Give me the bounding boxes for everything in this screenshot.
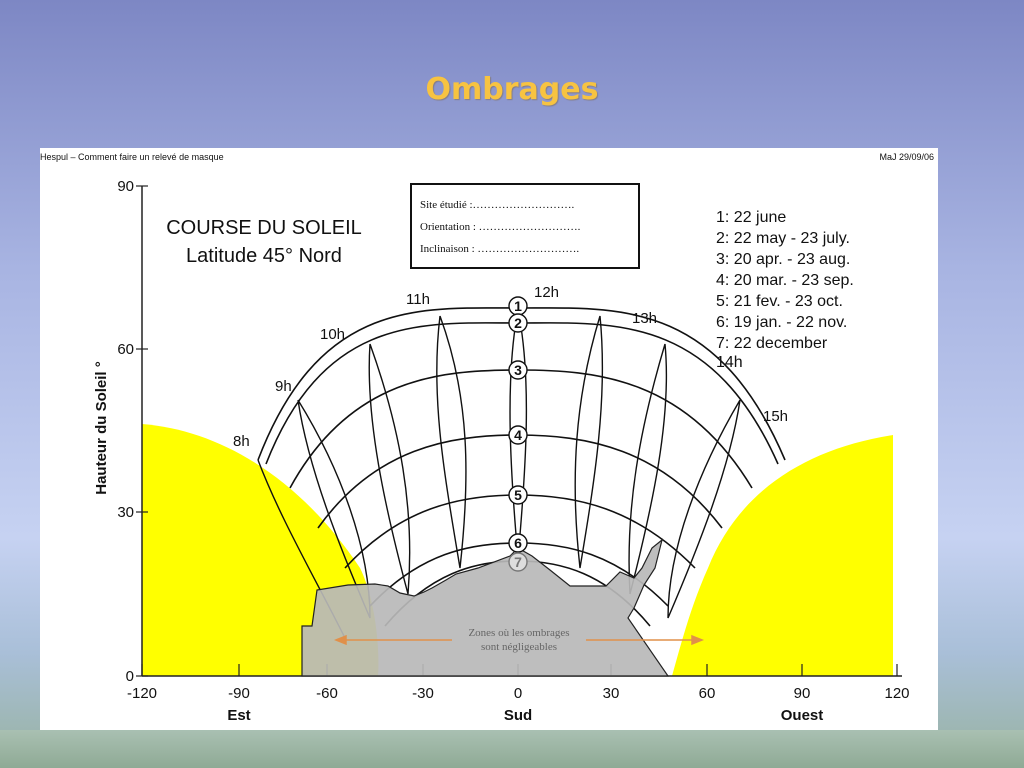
hour-label-11h: 11h (406, 291, 430, 308)
curve-number-2: 2 (514, 315, 522, 331)
y-axis-label: Hauteur du Soleil ° (93, 361, 110, 495)
x-label-west: Ouest (780, 707, 824, 724)
hour-label-12h: 12h (534, 284, 560, 301)
curve-number-5: 5 (514, 487, 522, 503)
x-tick-90: 90 (793, 685, 811, 702)
x-label-south: Sud (503, 707, 533, 724)
x-tick-0: 0 (513, 685, 523, 702)
zone-note-line1: Zones où les ombrages (468, 627, 570, 639)
curve-number-7: 7 (514, 554, 522, 570)
x-label-east: Est (227, 707, 251, 724)
curve-number-1: 1 (514, 298, 522, 314)
curve-number-4: 4 (514, 427, 522, 443)
y-tick-0: 0 (125, 668, 134, 685)
hour-label-15h: 15h (763, 408, 789, 425)
footer-band (0, 730, 1024, 768)
orientation-field: Orientation : ………………………. (420, 221, 581, 233)
site-field: Site étudié :………………………. (420, 199, 575, 211)
legend-item-7: 7: 22 december (716, 335, 828, 352)
hour-line-10 (369, 344, 409, 594)
hour-label-8h: 8h (233, 433, 250, 450)
hour-line-11 (437, 316, 466, 568)
x-tick-neg30: -30 (412, 685, 434, 702)
x-tick-120: 120 (884, 685, 910, 702)
hour-label-13h: 13h (632, 310, 658, 327)
curve-number-3: 3 (514, 362, 522, 378)
legend-item-3: 3: 20 apr. - 23 aug. (716, 251, 851, 268)
y-tick-30: 30 (117, 504, 134, 521)
document-header: Hespul – Comment faire un relevé de masque (40, 152, 224, 162)
y-tick-60: 60 (117, 341, 134, 358)
y-tick-90: 90 (117, 178, 134, 195)
slide-title: Ombrages (425, 72, 599, 107)
x-tick-30: 30 (602, 685, 620, 702)
legend-item-4: 4: 20 mar. - 23 sep. (716, 272, 854, 289)
legend-item-2: 2: 22 may - 23 july. (716, 230, 850, 247)
x-tick-60: 60 (698, 685, 716, 702)
curve-number-6: 6 (514, 535, 522, 551)
zone-note-line2: sont négligeables (480, 641, 558, 653)
legend-item-1: 1: 22 june (716, 209, 787, 226)
west-zone (672, 435, 893, 676)
hour-label-10h: 10h (320, 326, 346, 343)
legend-item-5: 5: 21 fev. - 23 oct. (716, 293, 843, 310)
update-date: MaJ 29/09/06 (879, 152, 934, 162)
x-tick-neg90: -90 (228, 685, 250, 702)
inclination-field: Inclinaison : ………………………. (420, 243, 580, 255)
legend-item-14h: 14h (716, 354, 743, 371)
hour-label-9h: 9h (275, 378, 292, 395)
diagram-subheading: Latitude 45° Nord (186, 245, 342, 267)
shading-mask (302, 540, 668, 676)
sun-path-diagram (40, 148, 938, 730)
x-tick-neg60: -60 (316, 685, 338, 702)
diagram-heading: COURSE DU SOLEIL (166, 217, 362, 239)
x-tick-neg120: -120 (126, 685, 158, 702)
sun-path-chart (40, 148, 938, 730)
legend-item-6: 6: 19 jan. - 22 nov. (716, 314, 848, 331)
